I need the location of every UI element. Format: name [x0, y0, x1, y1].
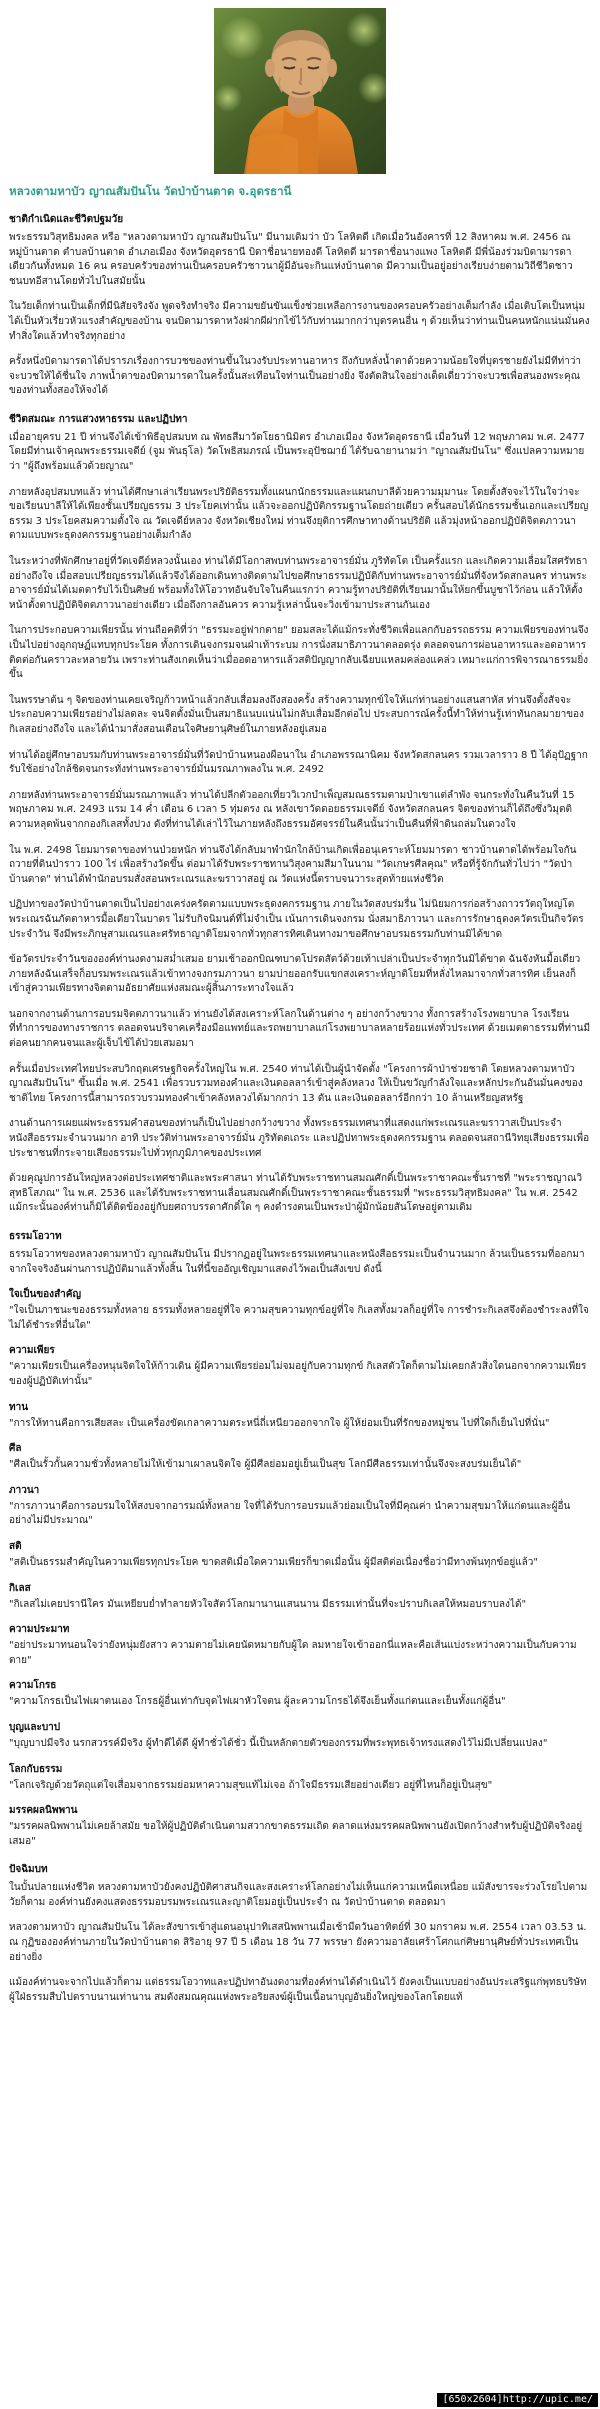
quote-title: กิเลส — [9, 1582, 31, 1594]
paragraph: ท่านได้อยู่ศึกษาอบรมกับท่านพระอาจารย์มั่นที่วัดป่าบ้านหนองผือนาใน อำเภอพรรณานิคม จังหวัดสกลนคร รวมเวลาราว 8 ปี ได้อุปัฏฐากรับใช้อย่างใกล้ชิดจนกระทั่งท่านพระอาจารย์มั่นมรณภาพลงใน พ.ศ. 2492 — [9, 749, 588, 776]
quote-title: สติ — [9, 1540, 22, 1552]
paragraph: ข้อวัตรประจำวันขององค์ท่านงดงามสม่ำเสมอ ยามเช้าออกบิณฑบาตโปรดสัตว์ด้วยเท้าเปล่าเป็นประจำทุกวันมิได้ขาด ฉันจังหันมื้อเดียว ภายหลังฉันเสร็จก็อบรมพระเณรแล้วเข้าทางจงกรมภาวนา ยามบ่ายออกรับแขกสงเคราะห์ญาติโยมที่หลั่งไหลมาจากทั่วสารทิศ เย็นลงก็เข้าสู่ความเพียรทางจิตตามอัธยาศัยแห่งสมณะผู้สิ้นภาระทางใจแล้ว — [9, 954, 581, 995]
section-heading-dhamma-teachings: ธรรมโอวาท — [9, 1231, 62, 1242]
quote-text: "กิเลสไม่เคยปรานีใคร มันเหยียบย่ำทำลายหัวใจสัตว์โลกมานานแสนนาน มีธรรมเท่านั้นที่จะปราบกิเลสให้หมอบราบลงได้" — [9, 1598, 527, 1610]
paragraph: ในพรรษาต้น ๆ จิตของท่านเคยเจริญก้าวหน้าแล้วกลับเสื่อมลงถึงสองครั้ง สร้างความทุกข์ใจให้แก่ท่านอย่างแสนสาหัส ท่านจึงตั้งสัจจะประกอบความเพียรอย่างไม่ลดละ จนจิตตั้งมั่นเป็นสมาธิแนบแน่นไม่กลับเสื่อมอีกต่อไป ประสบการณ์ครั้งนี้ทำให้ท่านรู้เท่าทันกลมายาของกิเลสอย่างถึงใจ และได้นำมาสั่งสอนเตือนใจศิษยานุศิษย์ในภายหลังอยู่เสมอ — [9, 694, 584, 735]
paragraph: ในวัยเด็กท่านเป็นเด็กที่มีนิสัยจริงจัง พูดจริงทำจริง มีความขยันขันแข็งช่วยเหลือการงานของครอบครัวอย่างเต็มกำลัง เมื่อเติบโตเป็นหนุ่มได้เป็นหัวเรี่ยวหัวแรงสำคัญของบ้าน จนบิดามารดาหวังฝากผีฝากไข้ไว้กับท่านมากกว่าบุตรคนอื่น ๆ ด้วยเห็นว่าท่านเป็นคนหนักแน่นมั่นคง ทำสิ่งใดแล้วทำจริงทุกอย่าง — [9, 301, 590, 342]
quote-title: ความเพียร — [9, 1345, 55, 1357]
quote-text: "การภาวนาคือการอบรมใจให้สงบจากอารมณ์ทั้งหลาย ใจที่ได้รับการอบรมแล้วย่อมเป็นใจที่มีคุณค่า นำความสุขมาให้แก่ตนและผู้อื่นอย่างไม่มีประมาณ" — [9, 1500, 571, 1527]
paragraph: ภายหลังอุปสมบทแล้ว ท่านได้ศึกษาเล่าเรียนพระปริยัติธรรมทั้งแผนกนักธรรมและแผนกบาลีด้วยความมุมานะ โดยตั้งสัจจะไว้ในใจว่าจะขอเรียนบาลีให้ได้เพียงชั้นเปรียญธรรม 3 ประโยคเท่านั้น แล้วจะออกปฏิบัติกรรมฐานโดยถ่ายเดียว ครั้นสอบได้นักธรรมชั้นเอกและเปรียญธรรม 3 ประโยคสมความตั้งใจ ณ วัดเจดีย์หลวง จังหวัดเชียงใหม่ ท่านจึงยุติการศึกษาทางด้านปริยัติ แล้วมุ่งหน้าออกปฏิบัติจิตตภาวนาตามแบบพระธุดงคกรรมฐานอย่างเต็มกำลัง — [9, 486, 589, 542]
quote-title: ภาวนา — [9, 1484, 40, 1496]
paragraph: ในระหว่างที่พักศึกษาอยู่ที่วัดเจดีย์หลวงนั้นเอง ท่านได้มีโอกาสพบท่านพระอาจารย์มั่น ภูริทัตโต เป็นครั้งแรก และเกิดความเลื่อมใสศรัทธาอย่างถึงใจ เมื่อสอบเปรียญธรรมได้แล้วจึงได้ออกเดินทางติดตามไปขอศึกษาธรรมปฏิบัติกับท่านพระอาจารย์มั่นที่จังหวัดสกลนคร ท่านพระอาจารย์มั่นได้เมตตารับไว้เป็นศิษย์ พร้อมทั้งให้โอวาทอันจับใจในคืนแรกว่า ความรู้ทางปริยัติที่เรียนมานั้นให้ยกขึ้นบูชาไว้ก่อน แล้วให้ตั้งหน้าตั้งตาปฏิบัติจิตตภาวนาอย่างเดียว เมื่อถึงกาลอันควร ความรู้เหล่านั้นจะวิ่งเข้ามาประสานกันเอง — [9, 556, 588, 611]
quote-text: "มรรคผลนิพพานไม่เคยล้าสมัย ขอให้ผู้ปฏิบัติดำเนินตามสวากขาตธรรมเถิด ตลาดแห่งมรรคผลนิพพานยังเปิดกว้างสำหรับผู้ปฏิบัติจริงอยู่เสมอ" — [9, 1821, 583, 1847]
quote-text: "โลกเจริญด้วยวัตถุแต่ใจเสื่อมจากธรรมย่อมหาความสุขแท้ไม่เจอ ถ้าใจมีธรรมเสียอย่างเดียว อยู่ที่ไหนก็อยู่เป็นสุข" — [9, 1779, 493, 1791]
paragraph: ธรรมโอวาทของหลวงตามหาบัว ญาณสัมปันโน มีปรากฏอยู่ในพระธรรมเทศนาและหนังสือธรรมะเป็นจำนวนมาก ล้วนเป็นธรรมที่ออกมาจากใจจริงอันผ่านการปฏิบัติมาแล้วทั้งสิ้น ในที่นี้ขออัญเชิญมาแสดงไว้พอเป็นสังเขป ดังนี้ — [9, 1249, 585, 1275]
page-title: หลวงตามหาบัว ญาณสัมปันโน วัดป่าบ้านตาด จ.อุดรธานี — [9, 184, 292, 198]
paragraph: พระธรรมวิสุทธิมงคล หรือ "หลวงตามหาบัว ญาณสัมปันโน" มีนามเดิมว่า บัว โลหิตดี เกิดเมื่อวันอังคารที่ 12 สิงหาคม พ.ศ. 2456 ณ หมู่บ้านตาด ตำบลบ้านตาด อำเภอเมือง จังหวัดอุดรธานี บิดาชื่อนายทองดี โลหิตดี มารดาชื่อนางแพง โลหิตดี มีพี่น้องร่วมบิดามารดาเดียวกันทั้งหมด 16 คน ครอบครัวของท่านเป็นครอบครัวชาวนาผู้มีอันจะกินแห่งบ้านตาด มีความเป็นอยู่อย่างเรียบง่ายตามวิถีชีวิตชาวชนบทอีสานโดยทั่วไปในสมัยนั้น — [9, 231, 573, 287]
section-heading-monastic-life: ชีวิตสมณะ การแสวงหาธรรม และปฏิปทา — [9, 413, 188, 425]
paragraph: แม้องค์ท่านจะจากไปแล้วก็ตาม แต่ธรรมโอวาทและปฏิปทาอันงดงามที่องค์ท่านได้ดำเนินไว้ ยังคงเป็นแบบอย่างอันประเสริฐแก่พุทธบริษัทผู้ใฝ่ธรรมสืบไปตราบนานเท่านาน สมดังสมณคุณแห่งพระอริยสงฆ์ผู้เป็นเนื้อนาบุญอันยิ่งใหญ่ของโลกโดยแท้ — [9, 1977, 587, 2003]
section-heading-final-chapter: ปัจฉิมบท — [9, 1864, 48, 1876]
quote-title: ความประมาท — [9, 1624, 70, 1636]
monk-photo — [214, 8, 386, 174]
monk-portrait-graphic — [214, 8, 386, 174]
paragraph: ใน พ.ศ. 2498 โยมมารดาของท่านป่วยหนัก ท่านจึงได้กลับมาพำนักใกล้บ้านเกิดเพื่ออนุเคราะห์โยมมารดา ชาวบ้านตาดได้พร้อมใจกันถวายที่ดินป่าราว 100 ไร่ เพื่อสร้างวัดขึ้น ต่อมาได้รับพระราชทานวิสุงคามสีมาในนาม "วัดเกษรศีลคุณ" หรือที่รู้จักกันทั่วไปว่า "วัดป่าบ้านตาด" ท่านได้พำนักอบรมสั่งสอนพระเณรและฆราวาสอยู่ ณ วัดแห่งนี้ตราบจนวาระสุดท้ายแห่งชีวิต — [9, 844, 577, 885]
quote-text: "อย่าประมาทนอนใจว่ายังหนุ่มยังสาว ความตายไม่เคยนัดหมายกับผู้ใด ลมหายใจเข้าออกนี่แหละคือเส้นแบ่งระหว่างความเป็นกับความตาย" — [9, 1640, 577, 1666]
quote-text: "ศีลเป็นรั้วกั้นความชั่วทั้งหลายไม่ให้เข้ามาเผาลนจิตใจ ผู้มีศีลย่อมอยู่เย็นเป็นสุข โลกมีศีลธรรมเท่านั้นจึงจะสงบร่มเย็นได้" — [9, 1459, 522, 1471]
quote-text: "สติเป็นธรรมสำคัญในความเพียรทุกประโยค ขาดสติเมื่อใดความเพียรก็ขาดเมื่อนั้น ผู้มีสติต่อเนื่องชื่อว่ามีทางพ้นทุกข์อยู่แล้ว" — [9, 1556, 538, 1568]
quote-title: ความโกรธ — [9, 1680, 57, 1692]
paragraph: งานด้านการเผยแผ่พระธรรมคำสอนของท่านก็เป็นไปอย่างกว้างขวาง ทั้งพระธรรมเทศนาที่แสดงแก่พระเณรและฆราวาสเป็นประจำ หนังสือธรรมะจำนวนมาก อาทิ ประวัติท่านพระอาจารย์มั่น ภูริทัตตเถระ และปฏิปทาพระธุดงคกรรมฐาน ตลอดจนสถานีวิทยุเสียงธรรมเพื่อประชาชนที่กระจายเสียงธรรมะไปทั่วทุกภูมิภาคของประเทศ — [9, 1118, 590, 1159]
image-host-watermark: [650x2604]http://upic.me/ — [437, 2393, 598, 2407]
paragraph: ในการประกอบความเพียรนั้น ท่านถือคติที่ว่า "ธรรมะอยู่ฟากตาย" ยอมสละได้แม้กระทั่งชีวิตเพื่อแลกกับอรรถธรรม ความเพียรของท่านจึงเป็นไปอย่างอุกฤษฏ์แทบทุกประโยค ทั้งการเดินจงกรมจนฝ่าเท้าระบม การนั่งสมาธิภาวนาตลอดรุ่ง ตลอดจนการผ่อนอาหารและอดอาหารติดต่อกันคราวละหลายวัน เพราะท่านสังเกตเห็นว่าเมื่ออดอาหารแล้วสติปัญญากลับเฉียบแหลมคล่องแคล่ว เหมาะแก่การพิจารณาธรรมยิ่งขึ้น — [9, 625, 589, 681]
section-heading-birth: ชาติกำเนิดและชีวิตปฐมวัย — [9, 213, 124, 225]
quote-title: โลกกับธรรม — [9, 1763, 63, 1775]
quote-text: "ความเพียรเป็นเครื่องหนุนจิตใจให้ก้าวเดิน ผู้มีความเพียรย่อมไม่จมอยู่กับความทุกข์ กิเลสตัวใดก็ตามไม่เคยกลัวสิ่งใดนอกจากความเพียรของผู้ปฏิบัติเท่านั้น" — [9, 1361, 587, 1387]
quote-title: ศีล — [9, 1443, 22, 1455]
paragraph: นอกจากงานด้านการอบรมจิตตภาวนาแล้ว ท่านยังได้สงเคราะห์โลกในด้านต่าง ๆ อย่างกว้างขวาง ทั้งการสร้างโรงพยาบาล โรงเรียน ที่ทำการของทางราชการ ตลอดจนบริจาคเครื่องมือแพทย์และรถพยาบาลแก่โรงพยาบาลหลายร้อยแห่งทั่วประเทศ ด้วยเมตตาธรรมที่ท่านมีต่อคนยากคนจนและผู้เจ็บไข้ได้ป่วยเสมอมา — [9, 1008, 591, 1050]
paragraph: ด้วยคุณูปการอันใหญ่หลวงต่อประเทศชาติและพระศาสนา ท่านได้รับพระราชทานสมณศักดิ์เป็นพระราชาคณะชั้นราชที่ "พระราชญาณวิสุทธิโสภณ" ใน พ.ศ. 2536 และได้รับพระราชทานเลื่อนสมณศักดิ์เป็นพระราชาคณะชั้นธรรมที่ "พระธรรมวิสุทธิมงคล" ใน พ.ศ. 2542 แม้กระนั้นองค์ท่านก็มิได้ติดข้องอยู่กับยศถาบรรดาศักดิ์ใด ๆ คงดำรงตนเป็นพระป่าผู้มักน้อยสันโดษอยู่ตามเดิม — [9, 1173, 583, 1214]
quote-title: ใจเป็นของสำคัญ — [9, 1289, 81, 1301]
quote-text: "ใจเป็นภาชนะของธรรมทั้งหลาย ธรรมทั้งหลายอยู่ที่ใจ ความสุขความทุกข์อยู่ที่ใจ กิเลสทั้งมวลก็อยู่ที่ใจ การชำระกิเลสจึงต้องชำระลงที่ใจ ไม่ได้ชำระที่อื่นใด" — [9, 1305, 589, 1331]
quote-text: "การให้ทานคือการเสียสละ เป็นเครื่องขัดเกลาความตระหนี่ถี่เหนียวออกจากใจ ผู้ให้ย่อมเป็นที่รักของหมู่ชน ไปที่ใดก็เย็นไปที่นั่น" — [9, 1417, 550, 1429]
paragraph: เมื่ออายุครบ 21 ปี ท่านจึงได้เข้าพิธีอุปสมบท ณ พัทธสีมาวัดโยธานิมิตร อำเภอเมือง จังหวัดอุดรธานี เมื่อวันที่ 12 พฤษภาคม พ.ศ. 2477 โดยมีท่านเจ้าคุณพระธรรมเจดีย์ (จูม พันธุโล) วัดโพธิสมภรณ์ เป็นพระอุปัชฌาย์ ได้รับฉายานามว่า "ญาณสัมปันโน" ซึ่งแปลความหมายว่า "ผู้ถึงพร้อมแล้วด้วยญาณ" — [9, 431, 585, 473]
paragraph: หลวงตามหาบัว ญาณสัมปันโน ได้ละสังขารเข้าสู่แดนอนุปาทิเสสนิพพานเมื่อเช้ามืดวันอาทิตย์ที่ 30 มกราคม พ.ศ. 2554 เวลา 03.53 น. ณ กุฏิขององค์ท่านภายในวัดป่าบ้านตาด สิริอายุ 97 ปี 5 เดือน 18 วัน 77 พรรษา ยังความอาลัยเศร้าโศกแก่ศิษยานุศิษย์ทั่วประเทศเป็นอย่างยิ่ง — [9, 1922, 587, 1963]
paragraph: ปฏิปทาของวัดป่าบ้านตาดเป็นไปอย่างเคร่งครัดตามแบบพระธุดงคกรรมฐาน ภายในวัดสงบร่มรื่น ไม่นิยมการก่อสร้างถาวรวัตถุใหญ่โต พระเณรฉันภัตตาหารมื้อเดียวในบาตร ไม่รับกิจนิมนต์ที่ไม่จำเป็น เน้นการเดินจงกรม นั่งสมาธิภาวนา และการรักษาธุดงควัตรเป็นกิจวัตรประจำวัน จึงมีพระภิกษุสามเณรและศรัทธาญาติโยมจากทั่วทุกสารทิศเดินทางมาขอศึกษาอบรมธรรมกับท่านมิได้ขาด — [9, 899, 584, 940]
paragraph: ครั้งหนึ่งบิดามารดาได้ปรารภเรื่องการบวชของท่านขึ้นในวงรับประทานอาหาร ถึงกับหลั่งน้ำตาด้วยความน้อยใจที่บุตรชายยังไม่มีทีท่าว่าจะบวชให้ได้ชื่นใจ ภาพน้ำตาของบิดามารดาในครั้งนั้นสะเทือนใจท่านเป็นอย่างยิ่ง จึงตัดสินใจอย่างเด็ดเดี่ยวว่าจะบวชเพื่อสนองพระคุณของท่านทั้งสองให้จงได้ — [9, 356, 582, 397]
quote-title: มรรคผลนิพพาน — [9, 1805, 78, 1817]
paragraph: ภายหลังท่านพระอาจารย์มั่นมรณภาพแล้ว ท่านได้ปลีกตัวออกเที่ยววิเวกบำเพ็ญสมณธรรมตามป่าเขาแต่ลำพัง จนกระทั่งในคืนวันที่ 15 พฤษภาคม พ.ศ. 2493 แรม 14 ค่ำ เดือน 6 เวลา 5 ทุ่มตรง ณ หลังเขาวัดดอยธรรมเจดีย์ จังหวัดสกลนคร จิตของท่านก็ได้ถึงซึ่งวิมุตติความหลุดพ้นจากกองกิเลสทั้งปวง ดังที่ท่านได้เล่าไว้ในภายหลังถึงธรรมอัศจรรย์ในคืนนั้นว่าเป็นคืนที่ฟ้าดินถล่มในดวงใจ — [9, 789, 575, 830]
quote-title: บุญและบาป — [9, 1721, 61, 1733]
paragraph: ในบั้นปลายแห่งชีวิต หลวงตามหาบัวยังคงปฏิบัติศาสนกิจและสงเคราะห์โลกอย่างไม่เห็นแก่ความเหน็ดเหนื่อย แม้สังขารจะร่วงโรยไปตามวัยก็ตาม องค์ท่านยังคงแสดงธรรมอบรมพระเณรและญาติโยมอยู่เป็นประจำ ณ วัดป่าบ้านตาด ตลอดมา — [9, 1882, 588, 1908]
paragraph: ครั้นเมื่อประเทศไทยประสบวิกฤตเศรษฐกิจครั้งใหญ่ใน พ.ศ. 2540 ท่านได้เป็นผู้นำจัดตั้ง "โครงการผ้าป่าช่วยชาติ โดยหลวงตามหาบัว ญาณสัมปันโน" ขึ้นเมื่อ พ.ศ. 2541 เพื่อรวบรวมทองคำและเงินดอลลาร์เข้าสู่คลังหลวง ให้เป็นขวัญกำลังใจและหลักประกันอันมั่นคงของชาติไทย โครงการนี้สามารถรวบรวมทองคำเข้าคลังหลวงได้มากกว่า 13 ตัน และเงินดอลลาร์อีกกว่า 10 ล้านเหรียญสหรัฐ — [9, 1063, 583, 1104]
quote-title: ทาน — [9, 1401, 29, 1413]
quote-text: "บุญบาปมีจริง นรกสวรรค์มีจริง ผู้ทำดีได้ดี ผู้ทำชั่วได้ชั่ว นี้เป็นหลักตายตัวของกรรมที่พระพุทธเจ้าทรงแสดงไว้ไม่มีเปลี่ยนแปลง" — [9, 1737, 548, 1749]
quote-text: "ความโกรธเป็นไฟเผาตนเอง โกรธผู้อื่นเท่ากับจุดไฟเผาหัวใจตน ผู้ละความโกรธได้จึงเย็นทั้งแก่ตนและเย็นทั้งแก่ผู้อื่น" — [9, 1696, 506, 1708]
